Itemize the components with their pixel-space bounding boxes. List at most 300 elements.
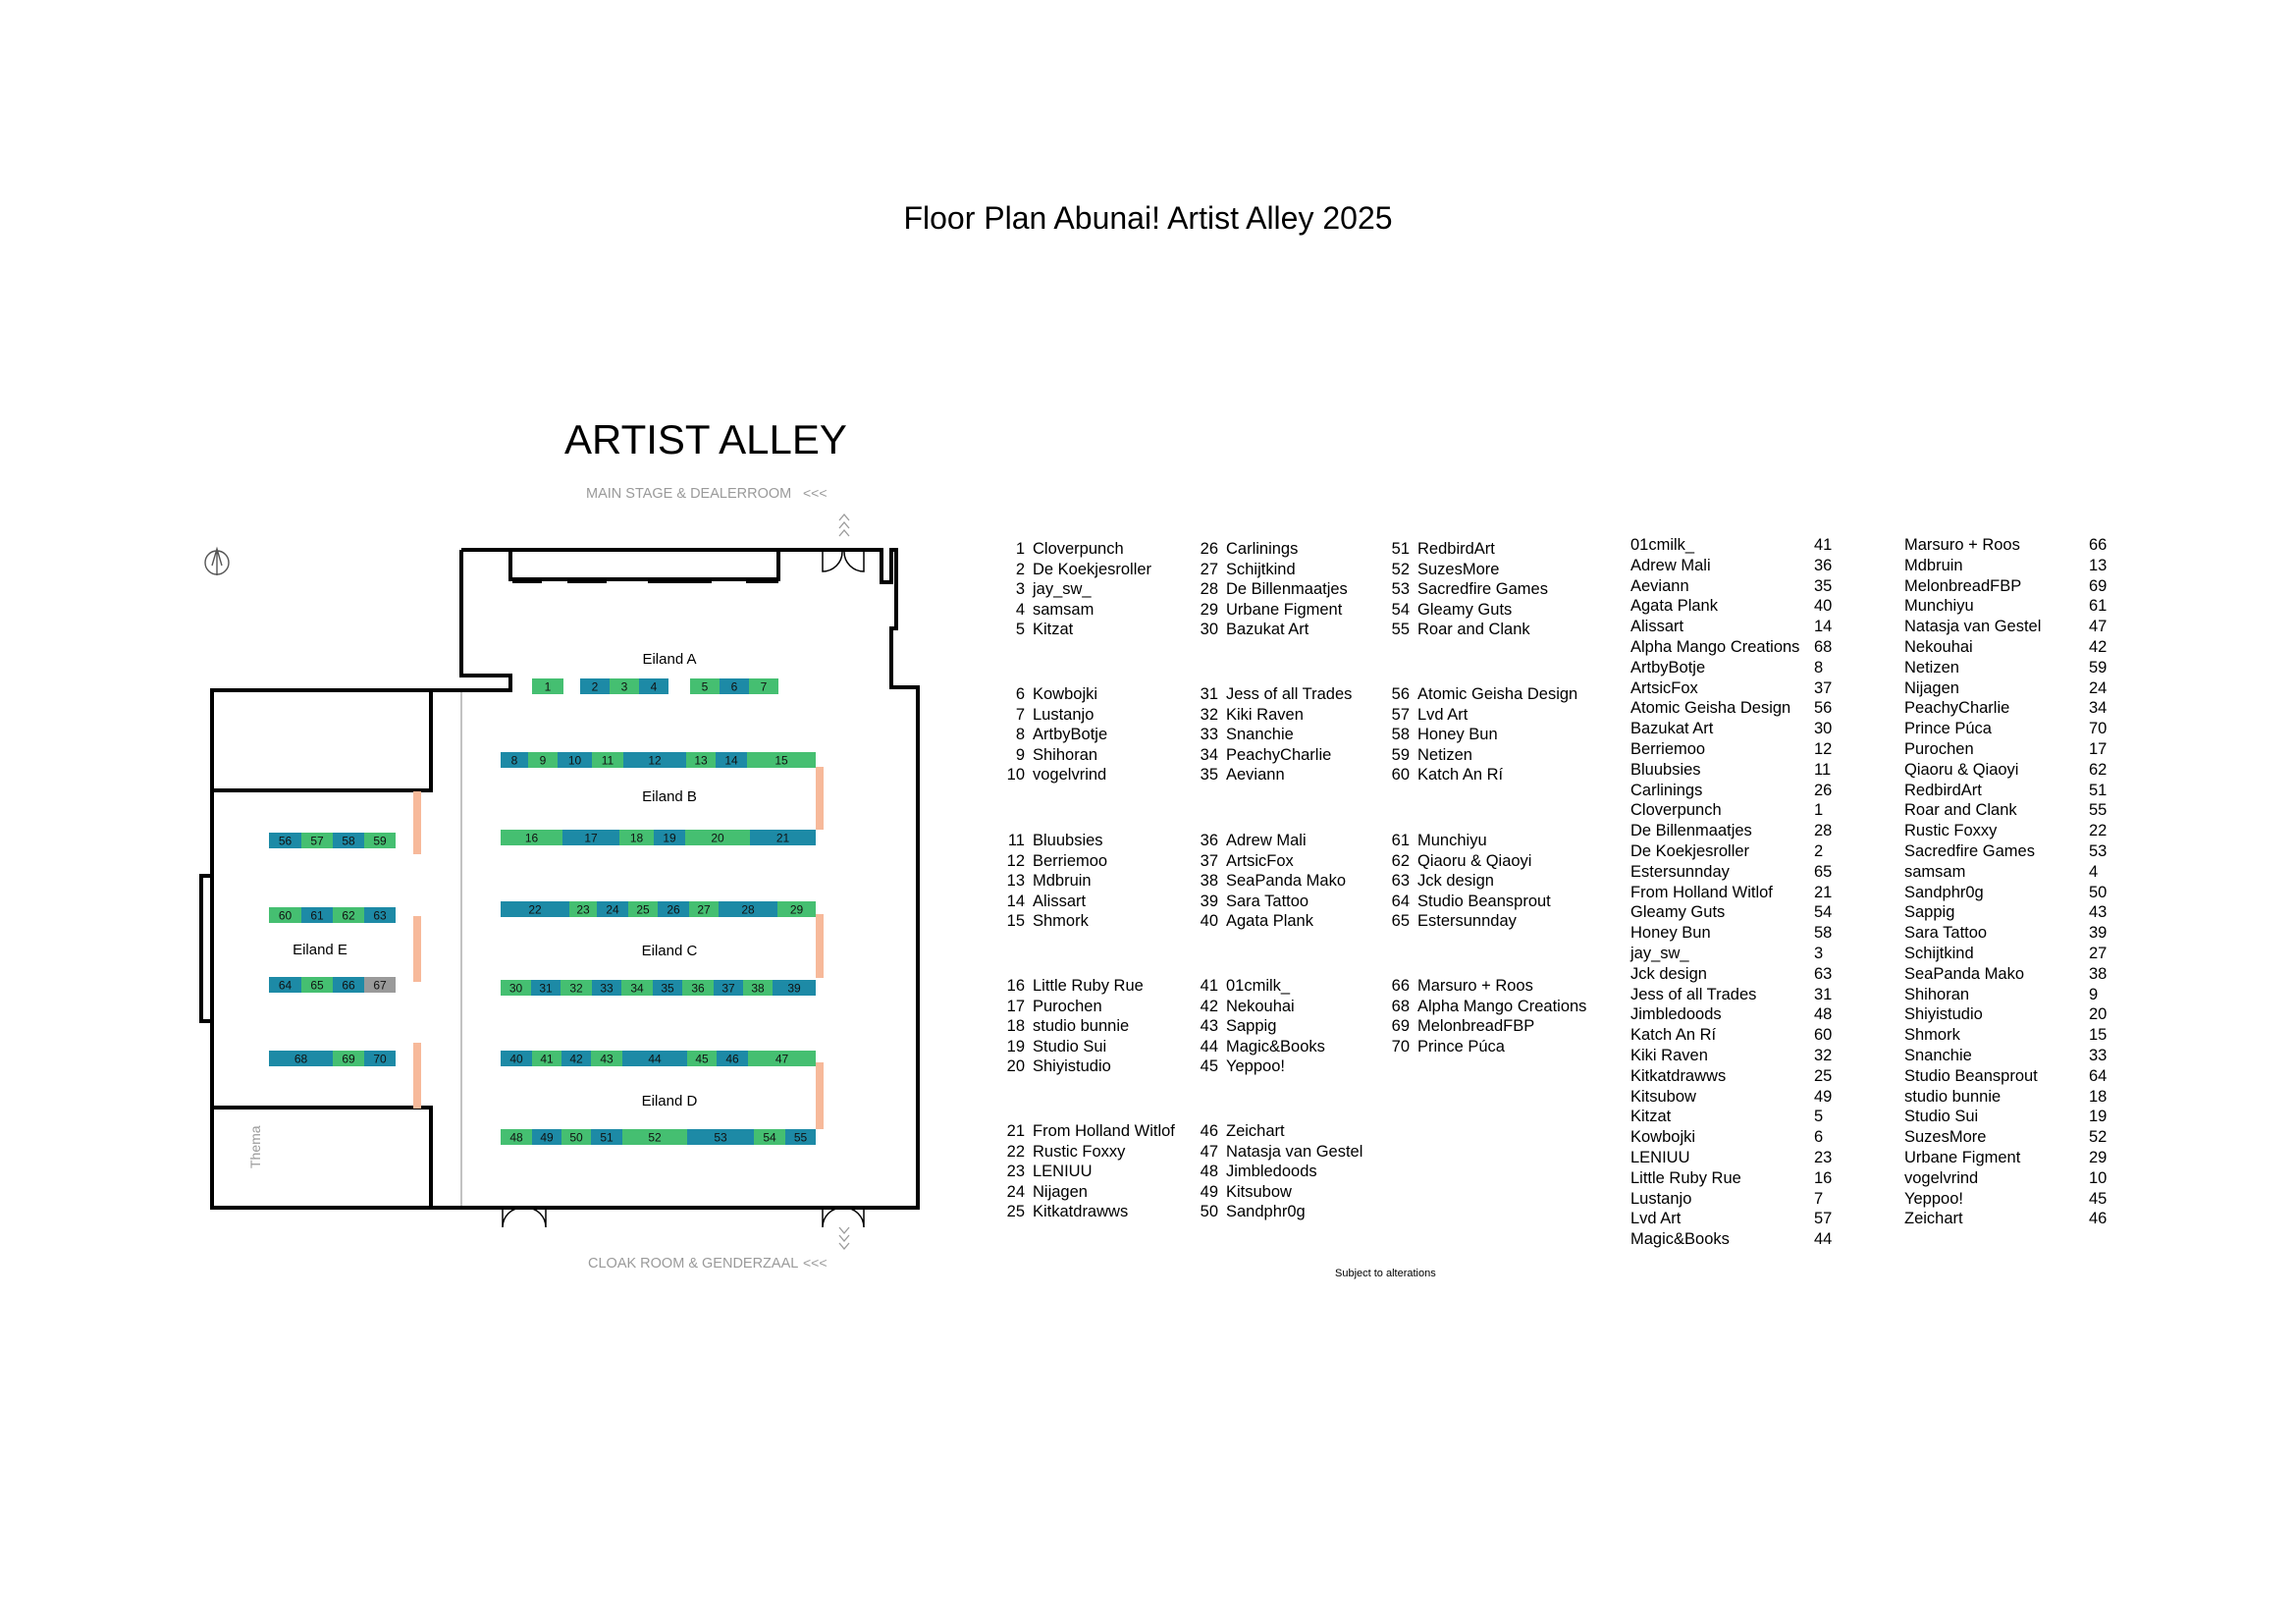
stand-number: 29: [1200, 600, 1218, 619]
list-item: [997, 911, 1107, 932]
artist-name: Kitkatdrawws: [1630, 1066, 1727, 1085]
pillar-5: [413, 916, 421, 982]
list-item: [1904, 678, 2128, 699]
stand-number: 56: [1814, 699, 1833, 718]
artist-name: PeachyCharlie: [1904, 699, 2010, 718]
stand-number: 48: [1814, 1005, 1833, 1024]
stand-52: [622, 1129, 687, 1145]
stand-number: 32: [1200, 705, 1218, 724]
stand-57-number: 57: [310, 834, 324, 848]
list-item: [1382, 1037, 1586, 1057]
artist-name: Studio Sui: [1904, 1108, 1979, 1126]
stand-group: [997, 976, 1144, 1077]
list-item: [1630, 596, 1853, 617]
list-item: [1191, 831, 1346, 851]
stand-number: 62: [1391, 851, 1410, 870]
stand-number: 18: [2089, 1087, 2108, 1106]
list-item: [1191, 1037, 1325, 1057]
stand-11-number: 11: [601, 753, 614, 768]
list-item: [1382, 560, 1548, 580]
stand-43: [591, 1051, 622, 1066]
list-item: [1630, 985, 1853, 1005]
list-item: [1904, 1148, 2128, 1168]
artist-name: Sandphr0g: [1904, 883, 1984, 901]
pillar-4: [413, 791, 421, 854]
stand-26-number: 26: [667, 902, 680, 917]
stand-number: 1: [1015, 540, 1025, 558]
stand-number: 9: [1015, 745, 1025, 764]
artist-name: ArtbyBotje: [1033, 726, 1108, 744]
stand-number: 66: [2089, 536, 2108, 554]
stand-number: 49: [1814, 1087, 1833, 1106]
artist-name: Agata Plank: [1630, 597, 1718, 616]
artist-name: Sappig: [1226, 1017, 1277, 1036]
island-e-label: Eiland E: [293, 942, 347, 958]
list-item: [997, 831, 1107, 851]
artist-name: Shmork: [1904, 1026, 1960, 1045]
list-item: [1382, 911, 1551, 932]
list-item: [1191, 705, 1352, 726]
stand-number: 40: [1814, 597, 1833, 616]
list-item: [1904, 781, 2128, 801]
artist-name: Honey Bun: [1417, 726, 1498, 744]
stand-group: [1382, 539, 1548, 640]
list-item: [1382, 600, 1548, 621]
artist-name: Carlinings: [1630, 781, 1703, 799]
stand-7: [749, 678, 778, 694]
stand-number: 16: [1814, 1168, 1833, 1187]
stand-number: 35: [1814, 576, 1833, 595]
artist-name: Alpha Mango Creations: [1417, 997, 1587, 1015]
stand-7-number: 7: [760, 679, 768, 694]
stand-25-number: 25: [636, 902, 650, 917]
artist-name: Netizen: [1904, 658, 1959, 677]
stand-3-number: 3: [620, 679, 628, 694]
stand-number: 27: [2089, 944, 2108, 962]
stand-30: [501, 980, 531, 996]
artist-name: Atomic Geisha Design: [1417, 685, 1578, 703]
artist-name: Sacredfire Games: [1417, 580, 1548, 599]
stand-68: [269, 1051, 333, 1066]
artist-name: Mdbruin: [1033, 872, 1092, 891]
list-item: [1630, 964, 1853, 985]
artist-name: Jimbledoods: [1226, 1163, 1317, 1181]
artist-name: studio bunnie: [1904, 1087, 2002, 1106]
stand-group: [1191, 1121, 1362, 1222]
artist-name: Zeichart: [1226, 1122, 1285, 1140]
artist-name: Yeppoo!: [1226, 1057, 1285, 1076]
stand-number: 58: [1814, 924, 1833, 943]
stand-number: 48: [1200, 1163, 1218, 1181]
list-item: [1904, 1209, 2128, 1229]
stand-66-number: 66: [342, 978, 355, 993]
stand-number: 2: [1015, 560, 1025, 578]
stand-number: 17: [1006, 997, 1025, 1015]
stand-number: 41: [1814, 536, 1833, 554]
stand-number: 45: [2089, 1189, 2108, 1208]
artist-name: Shihoran: [1904, 985, 1970, 1003]
stand-number: 21: [1006, 1122, 1025, 1140]
artist-name: Urbane Figment: [1904, 1148, 2021, 1166]
stand-number: 60: [1814, 1026, 1833, 1045]
list-item: [1630, 1025, 1853, 1046]
stand-31-number: 31: [539, 981, 553, 996]
stand-19-number: 19: [663, 831, 676, 845]
stand-number: 14: [1814, 618, 1833, 636]
artist-name: Studio Beansprout: [1904, 1066, 2038, 1085]
artist-name: 01cmilk_: [1226, 977, 1291, 995]
list-item: [997, 745, 1107, 766]
list-item: [1904, 1025, 2128, 1046]
artist-name: Aeviann: [1630, 576, 1689, 595]
stand-43-number: 43: [600, 1052, 614, 1066]
stand-12: [623, 752, 686, 768]
list-item: [997, 1142, 1175, 1163]
list-item: [1191, 620, 1348, 640]
stand-number: 42: [2089, 637, 2108, 656]
stand-group: [997, 539, 1151, 640]
stand-29: [777, 901, 816, 917]
stand-26: [658, 901, 689, 917]
stand-41-number: 41: [540, 1052, 554, 1066]
stand-49: [532, 1129, 561, 1145]
stand-number: 57: [1391, 705, 1410, 724]
stand-61: [301, 907, 333, 923]
list-item: [1630, 617, 1853, 637]
cloak-room-label: CLOAK ROOM & GENDERZAAL: [588, 1256, 799, 1272]
stand-number: 8: [1814, 658, 1824, 677]
stand-number: 37: [1814, 678, 1833, 697]
artist-name: Jess of all Trades: [1630, 985, 1757, 1003]
footnote: Subject to alterations: [1335, 1268, 1436, 1279]
stand-number: 47: [1200, 1142, 1218, 1161]
stand-9: [528, 752, 558, 768]
stand-9-number: 9: [539, 753, 547, 768]
list-item: [1382, 745, 1577, 766]
stand-20: [685, 830, 750, 845]
stand-number: 30: [1200, 621, 1218, 639]
stand-group: [1191, 539, 1348, 640]
stand-53-number: 53: [714, 1130, 727, 1145]
stand-number: 5: [1814, 1108, 1824, 1126]
stand-group: [1382, 831, 1551, 932]
list-item: [1904, 800, 2128, 821]
stand-12-number: 12: [648, 753, 662, 768]
stand-17-number: 17: [584, 831, 598, 845]
stand-32-number: 32: [569, 981, 583, 996]
stand-number: 3: [1814, 944, 1824, 962]
artist-name: Kitzat: [1033, 621, 1074, 639]
artist-name: Kiki Raven: [1226, 705, 1304, 724]
artist-name: Jess of all Trades: [1226, 685, 1353, 703]
list-item: [997, 1056, 1144, 1077]
artist-name: Munchiyu: [1417, 832, 1487, 849]
stand-50: [561, 1129, 591, 1145]
stand-number: 55: [1391, 621, 1410, 639]
list-item: [1630, 1087, 1853, 1108]
artist-name: Bluubsies: [1033, 832, 1103, 849]
stand-group: [1382, 684, 1577, 785]
list-item: [1191, 1142, 1362, 1163]
artist-name: Katch An Rí: [1630, 1026, 1717, 1045]
list-item: [1904, 719, 2128, 739]
list-item: [1904, 596, 2128, 617]
stand-54-number: 54: [763, 1130, 776, 1145]
artist-name: Jck design: [1630, 964, 1707, 983]
stand-number: 64: [2089, 1066, 2108, 1085]
stand-number: 26: [1200, 540, 1218, 558]
artist-name: Zeichart: [1904, 1210, 1963, 1228]
hall-walls: [201, 550, 918, 1208]
stand-number: 70: [1391, 1037, 1410, 1056]
stand-number: 36: [1814, 556, 1833, 574]
stand-60: [269, 907, 301, 923]
artist-name: ArtsicFox: [1226, 851, 1294, 870]
list-item: [1191, 1202, 1362, 1222]
artist-name: samsam: [1904, 862, 1966, 881]
stand-64: [269, 977, 301, 993]
artist-name: From Holland Witlof: [1630, 883, 1773, 901]
stand-number: 15: [2089, 1026, 2108, 1045]
artist-name: Alpha Mango Creations: [1630, 637, 1800, 656]
list-item: [1904, 760, 2128, 781]
stand-number: 10: [2089, 1168, 2108, 1187]
list-item: [1630, 821, 1853, 841]
stand-65-number: 65: [310, 978, 324, 993]
list-item: [1191, 976, 1325, 997]
artist-name: Mdbruin: [1904, 556, 1963, 574]
artist-name: Schijtkind: [1226, 560, 1296, 578]
list-item: [1382, 892, 1551, 912]
artist-name: Natasja van Gestel: [1904, 618, 2042, 636]
island-c-label: Eiland C: [641, 943, 698, 959]
stand-number: 58: [1391, 726, 1410, 744]
artist-name: Agata Plank: [1226, 912, 1313, 931]
stand-number: 26: [1814, 781, 1833, 799]
stand-number: 17: [2089, 739, 2108, 758]
artist-name: Estersunnday: [1630, 862, 1730, 881]
artist-name: Studio Sui: [1033, 1037, 1107, 1056]
artist-alley-heading: ARTIST ALLEY: [564, 416, 847, 462]
artist-name: Kitkatdrawws: [1033, 1203, 1129, 1221]
stand-number: 3: [1015, 580, 1025, 599]
list-item: [1191, 560, 1348, 580]
list-item: [1904, 902, 2128, 923]
stand-number: 54: [1814, 903, 1833, 922]
stand-4-number: 4: [650, 679, 658, 694]
stand-number: 70: [2089, 720, 2108, 738]
artist-name: Nijagen: [1033, 1182, 1088, 1201]
list-item: [1382, 976, 1586, 997]
list-item: [1382, 705, 1577, 726]
stand-70: [364, 1051, 396, 1066]
pillar-3: [816, 1062, 824, 1129]
artist-name: Gleamy Guts: [1417, 600, 1513, 619]
list-item: [997, 997, 1144, 1017]
stand-group: [1191, 831, 1346, 932]
stand-number: 52: [1391, 560, 1410, 578]
exit-arrow-bottom-icon: [839, 1227, 849, 1249]
main-stage-arrow: <<<: [803, 485, 828, 501]
artist-name: Kowbojki: [1630, 1128, 1696, 1147]
stand-number: 46: [2089, 1210, 2108, 1228]
stand-number: 9: [2089, 985, 2099, 1003]
stand-19: [654, 830, 685, 845]
stand-number: 44: [1814, 1230, 1833, 1249]
stand-number: 56: [1391, 685, 1410, 703]
artist-name: Nekouhai: [1226, 997, 1295, 1015]
stand-35: [653, 980, 682, 996]
list-item: [1630, 841, 1853, 862]
stand-number: 29: [2089, 1148, 2108, 1166]
artist-name: Alissart: [1630, 618, 1684, 636]
stand-10-number: 10: [567, 753, 582, 768]
stand-number: 20: [1006, 1057, 1025, 1076]
artist-name: Berriemoo: [1630, 739, 1706, 758]
artist-name: MelonbreadFBP: [1904, 576, 2022, 595]
list-item: [1191, 1182, 1362, 1203]
list-item: [1191, 579, 1348, 600]
stand-8-number: 8: [510, 753, 518, 768]
stand-number: 35: [1200, 766, 1218, 785]
stand-68-number: 68: [294, 1052, 308, 1066]
artist-name: Lvd Art: [1630, 1210, 1682, 1228]
artist-name: 01cmilk_: [1630, 536, 1695, 554]
artist-name: Little Ruby Rue: [1033, 977, 1144, 995]
list-item: [1191, 997, 1325, 1017]
stand-number: 46: [1200, 1122, 1218, 1140]
stand-6: [720, 678, 749, 694]
list-item: [1630, 781, 1853, 801]
artist-name: Kowbojki: [1033, 685, 1098, 703]
list-item: [1630, 719, 1853, 739]
artist-name: LENIUU: [1630, 1148, 1690, 1166]
artist-name: Snanchie: [1904, 1046, 1972, 1064]
list-item: [1630, 1229, 1853, 1250]
alphabetical-column: [1904, 535, 2128, 1229]
artist-name: Magic&Books: [1226, 1037, 1325, 1056]
artist-name: Marsuro + Roos: [1417, 977, 1533, 995]
stand-42: [561, 1051, 591, 1066]
list-item: [1630, 658, 1853, 678]
stand-40: [501, 1051, 532, 1066]
stand-4: [639, 678, 668, 694]
artist-name: Prince Púca: [1417, 1037, 1505, 1056]
artist-name: Katch An Rí: [1417, 766, 1504, 785]
stand-6-number: 6: [730, 679, 738, 694]
artist-name: Little Ruby Rue: [1630, 1168, 1741, 1187]
list-item: [1904, 923, 2128, 944]
list-item: [1904, 637, 2128, 658]
list-item: [1904, 1107, 2128, 1127]
stand-55-number: 55: [793, 1130, 808, 1145]
stand-62-number: 62: [342, 908, 355, 923]
stand-number: 16: [1006, 977, 1025, 995]
artist-name: Munchiyu: [1904, 597, 1974, 616]
stand-53: [687, 1129, 754, 1145]
stand-number: 50: [1200, 1203, 1218, 1221]
list-item: [997, 620, 1151, 640]
artist-name: Netizen: [1417, 745, 1472, 764]
list-item: [1904, 1046, 2128, 1066]
list-item: [1904, 556, 2128, 576]
list-item: [1191, 1162, 1362, 1182]
thema-label: Thema: [247, 1125, 263, 1168]
artist-name: Jck design: [1417, 872, 1494, 891]
artist-name: Kiki Raven: [1630, 1046, 1708, 1064]
stand-number: 53: [2089, 841, 2108, 860]
stand-number: 51: [2089, 781, 2108, 799]
artist-name: Shihoran: [1033, 745, 1098, 764]
stand-number: 52: [2089, 1128, 2108, 1147]
artist-name: Prince Púca: [1904, 720, 1992, 738]
stand-number: 27: [1200, 560, 1218, 578]
artist-name: Sara Tattoo: [1226, 892, 1309, 910]
list-item: [1191, 539, 1348, 560]
list-item: [1904, 1087, 2128, 1108]
list-item: [1904, 964, 2128, 985]
stand-number: 33: [1200, 726, 1218, 744]
artist-name: De Billenmaatjes: [1630, 822, 1752, 840]
pillar-6: [413, 1043, 421, 1109]
stand-number: 4: [2089, 862, 2099, 881]
artist-name: Aeviann: [1226, 766, 1285, 785]
stand-56: [269, 833, 301, 848]
list-item: [1904, 1004, 2128, 1025]
artist-name: Carlinings: [1226, 540, 1299, 558]
stand-40-number: 40: [509, 1052, 523, 1066]
stand-27-number: 27: [697, 902, 711, 917]
list-item: [1191, 871, 1346, 892]
artist-name: Studio Beansprout: [1417, 892, 1551, 910]
stand-33: [592, 980, 621, 996]
stand-number: 24: [2089, 678, 2108, 697]
stand-70-number: 70: [373, 1052, 387, 1066]
stand-number: 37: [1200, 851, 1218, 870]
artist-name: PeachyCharlie: [1226, 745, 1332, 764]
stand-20-number: 20: [711, 831, 724, 845]
stand-group: [1191, 976, 1325, 1077]
stand-number: 63: [1814, 964, 1833, 983]
stand-30-number: 30: [508, 981, 523, 996]
list-item: [1904, 1127, 2128, 1148]
stand-number: 12: [1006, 851, 1025, 870]
stand-number: 25: [1006, 1203, 1025, 1221]
list-item: [1382, 684, 1577, 705]
stand-23: [569, 901, 597, 917]
list-item: [1630, 862, 1853, 883]
list-item: [1630, 637, 1853, 658]
stand-number: 61: [1391, 832, 1410, 849]
list-item: [1191, 892, 1346, 912]
stand-number: 1: [1814, 801, 1824, 820]
artist-name: Sacredfire Games: [1904, 841, 2035, 860]
stand-67-number: 67: [373, 978, 387, 993]
artist-name: Bazukat Art: [1630, 720, 1714, 738]
stand-number: 50: [2089, 883, 2108, 901]
stand-52-number: 52: [648, 1130, 662, 1145]
stand-10: [558, 752, 592, 768]
artist-name: Rustic Foxxy: [1904, 822, 1998, 840]
list-item: [1382, 851, 1551, 872]
stand-66: [333, 977, 364, 993]
artist-name: Magic&Books: [1630, 1230, 1730, 1249]
stand-64-number: 64: [278, 978, 293, 993]
stand-number: 49: [1200, 1182, 1218, 1201]
list-item: [1904, 658, 2128, 678]
stand-56-number: 56: [278, 834, 293, 848]
stand-24-number: 24: [606, 902, 619, 917]
